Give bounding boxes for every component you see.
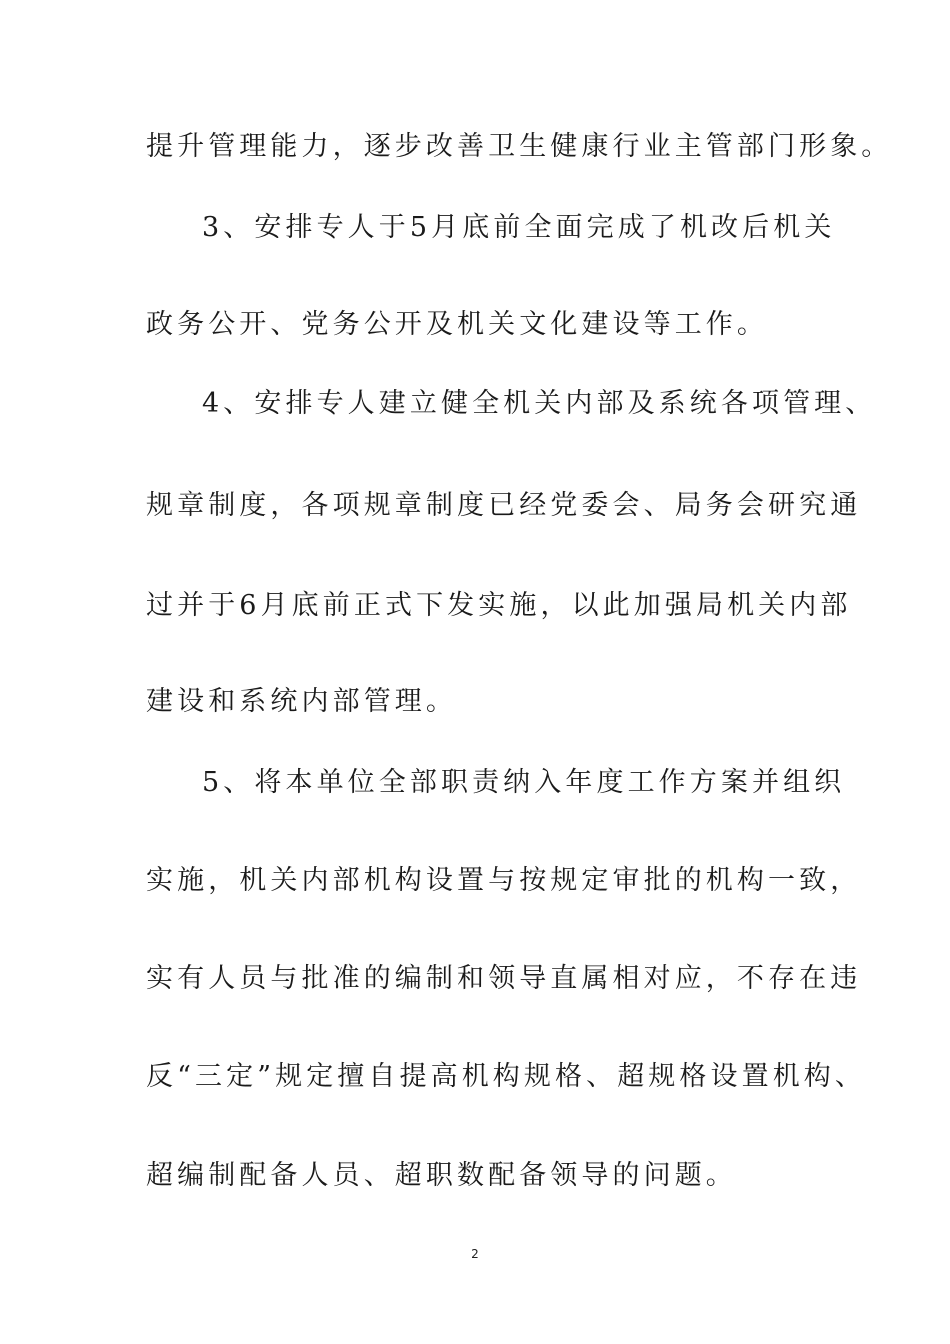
page-number: 2 <box>471 1247 479 1261</box>
text-line: 反“三定”规定擅自提高机构规格、超规格设置机构、 <box>146 1061 867 1092</box>
text-line: 实有人员与批准的编制和领导直属相对应，不存在违 <box>146 963 862 994</box>
text-line: 实施，机关内部机构设置与按规定审批的机构一致， <box>146 865 862 896</box>
text-line: 建设和系统内部管理。 <box>146 686 457 717</box>
text-line: 规章制度，各项规章制度已经党委会、局务会研究通 <box>146 490 862 521</box>
text-line: 4、安排专人建立健全机关内部及系统各项管理、 <box>202 388 877 419</box>
text-line: 政务公开、党务公开及机关文化建设等工作。 <box>146 309 768 340</box>
text-line: 5、将本单位全部职责纳入年度工作方案并组织 <box>202 767 846 798</box>
text-line: 3、安排专人于5月底前全面完成了机改后机关 <box>202 212 836 243</box>
text-line: 提升管理能力，逐步改善卫生健康行业主管部门形象。 <box>146 131 893 162</box>
text-line: 超编制配备人员、超职数配备领导的问题。 <box>146 1160 737 1191</box>
text-line: 过并于6月底前正式下发实施，以此加强局机关内部 <box>146 590 852 621</box>
